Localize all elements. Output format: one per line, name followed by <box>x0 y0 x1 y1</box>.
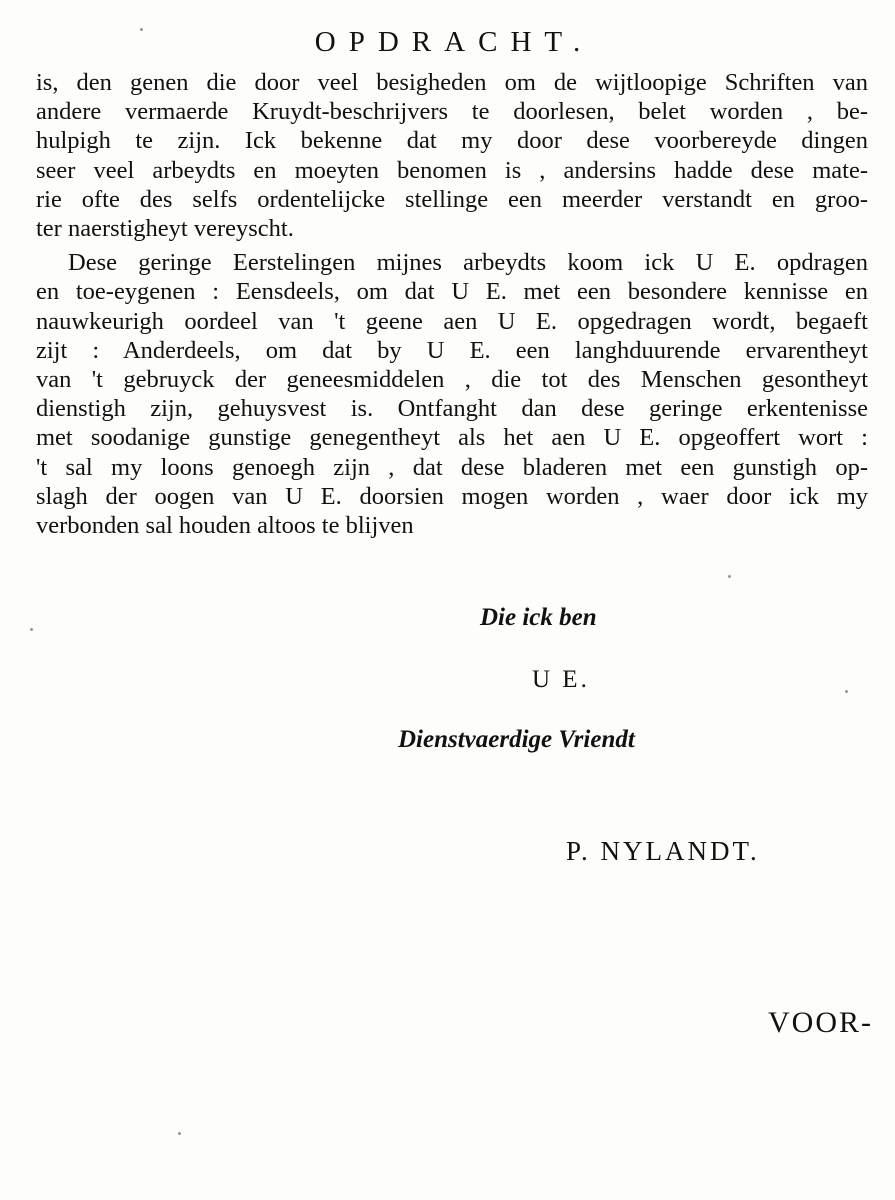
paper-speck <box>178 1132 181 1135</box>
text-line: seer veel arbeydts en moeyten benomen is , andersins hadde dese mate- <box>36 156 868 184</box>
text-line: ter naerstigheyt vereyscht. <box>36 215 294 243</box>
text-line: en toe-eygenen : Eensdeels, om dat U E. met een besondere kennisse en <box>36 278 868 306</box>
text-line: slagh der oogen van U E. doorsien mogen worden , waer door ick my <box>36 482 868 510</box>
text-line: Dese geringe Eerstelingen mijnes arbeydts koom ick U E. opdragen <box>68 249 868 277</box>
text-line: andere vermaerde Kruydt-beschrijvers te doorlesen, belet worden , be- <box>36 98 868 126</box>
closing-ue: U E. <box>532 666 590 693</box>
text-line: zijt : Anderdeels, om dat by U E. een langhduurende ervarentheyt <box>36 336 868 364</box>
paper-speck <box>30 628 33 631</box>
catchword: VOOR- <box>768 1006 873 1039</box>
text-line: is, den genen die door veel besigheden om de wijtloopige Schriften van <box>36 69 868 96</box>
text-line: van 't gebruyck der geneesmiddelen , die tot des Menschen gesontheyt <box>36 366 868 394</box>
closing-die-ick-ben: Die ick ben <box>480 604 597 631</box>
running-head: OPDRACHT. <box>314 26 594 58</box>
text-line: 't sal my loons genoegh zijn , dat dese bladeren met een gunstigh op- <box>36 453 868 481</box>
text-line: hulpigh te zijn. Ick bekenne dat my door dese voorbereyde dingen <box>36 127 868 155</box>
paper-speck <box>140 28 143 31</box>
text-line: met soodanige gunstige genegentheyt als het aen U E. opgeoffert wort : <box>36 424 868 452</box>
paper-speck <box>845 690 848 693</box>
signature: P. NYLANDT. <box>566 836 760 866</box>
closing-dienstvaerdige-vriendt: Dienstvaerdige Vriendt <box>398 726 635 753</box>
body-text <box>36 68 868 540</box>
paper-speck <box>728 575 731 578</box>
text-line: nauwkeurigh oordeel van 't geene aen U E. opgedragen wordt, begaeft <box>36 307 868 335</box>
text-line: dienstigh zijn, gehuysvest is. Ontfanght dan dese geringe erkentenisse <box>36 395 868 423</box>
text-line: rie ofte des selfs ordentelijcke stellinge een meerder verstandt en groo- <box>36 185 868 213</box>
text-line: verbonden sal houden altoos te blijven <box>36 512 414 540</box>
